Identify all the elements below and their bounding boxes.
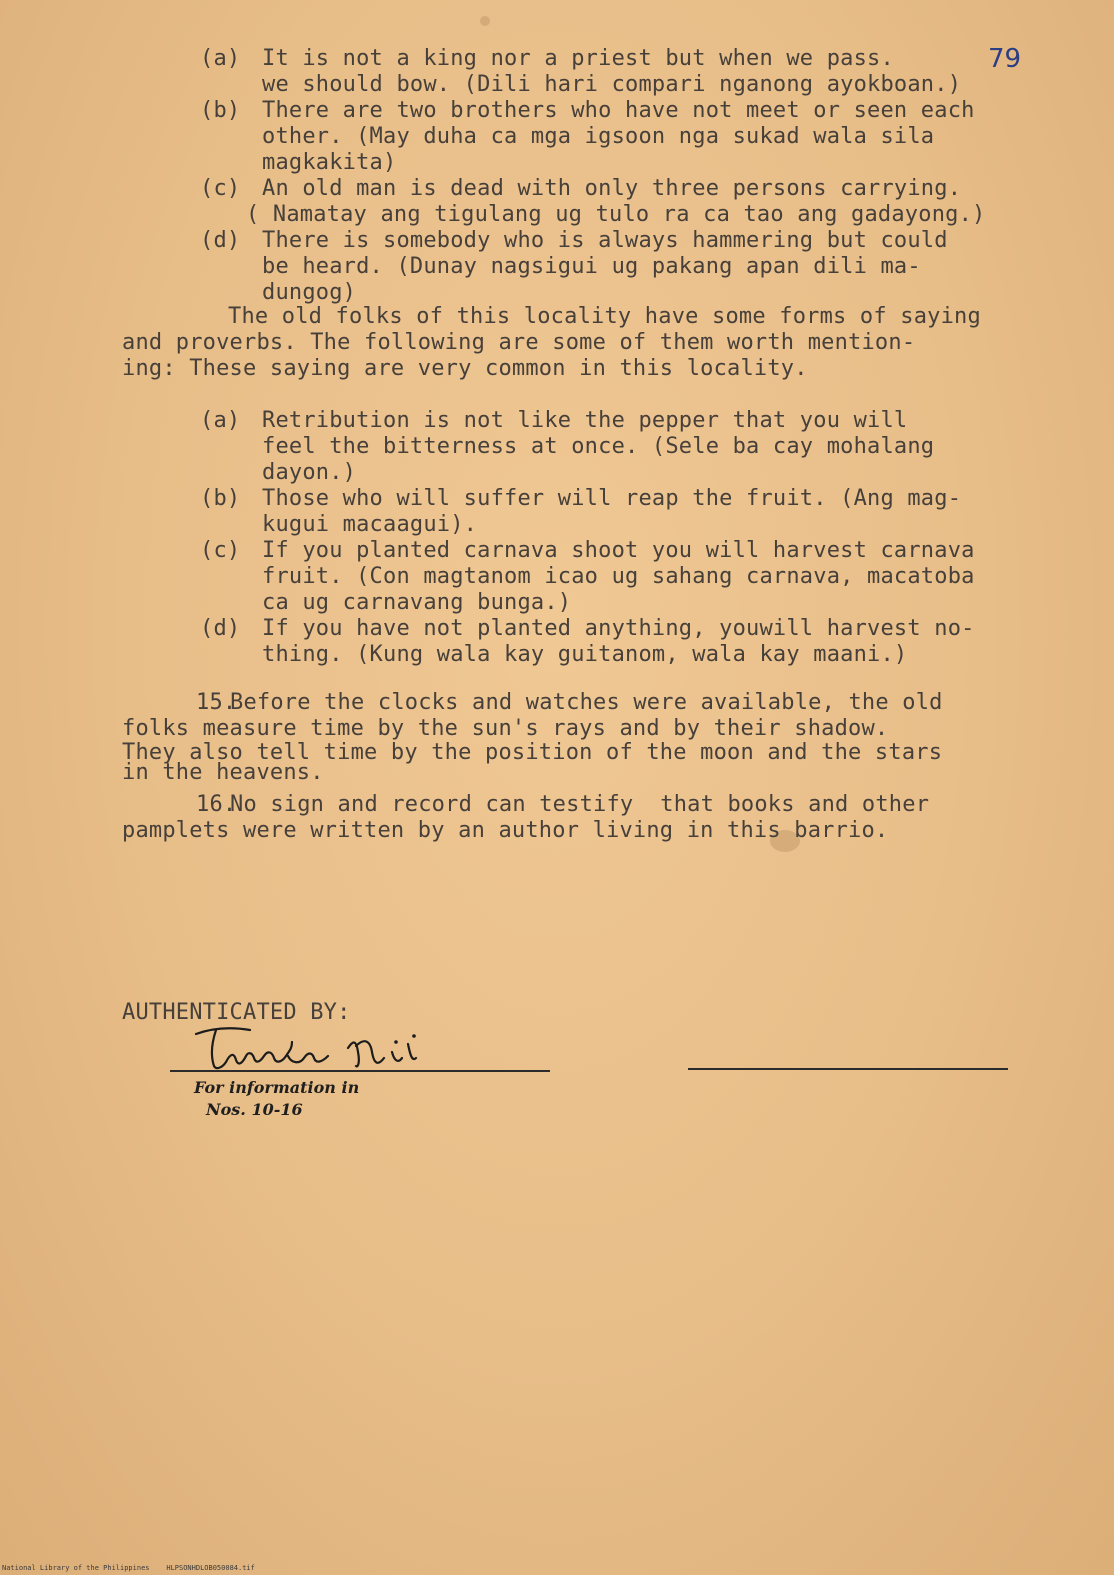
riddle-d-label: (d) — [200, 228, 241, 253]
riddle-d-line-3: dungog) — [262, 280, 357, 305]
handwritten-note-line-1: For information in — [194, 1078, 360, 1097]
proverbs-intro-line-1: The old folks of this locality have some forms of saying — [228, 304, 981, 329]
page-number: 79 — [988, 44, 1022, 74]
proverb-b-line-1: Those who will suffer will reap the fruit. (Ang mag- — [262, 486, 962, 511]
signature-line-right — [688, 1068, 1008, 1070]
proverb-c-line-1: If you planted carnava shoot you will harvest carnava — [262, 538, 975, 563]
item-16-line-1: No sign and record can testify that books and other — [230, 792, 930, 817]
riddle-b-line-1: There are two brothers who have not meet or seen each — [262, 98, 975, 123]
proverb-a-line-3: dayon.) — [262, 460, 357, 485]
proverb-d-label: (d) — [200, 616, 241, 641]
item-15-line-1: Before the clocks and watches were available, the old — [230, 690, 943, 715]
riddle-b-line-2: other. (May duha ca mga igsoon nga sukad wala sila — [262, 124, 935, 149]
item-15-line-3: They also tell time by the position of the moon and the stars — [122, 740, 943, 765]
proverb-c-line-3: ca ug carnavang bunga.) — [262, 590, 572, 615]
proverb-c-line-2: fruit. (Con magtanom icao ug sahang carnava, macatoba — [262, 564, 975, 589]
handwritten-note-line-2: Nos. 10-16 — [206, 1100, 303, 1119]
riddle-c-label: (c) — [200, 176, 241, 201]
item-15-number: 15. — [196, 690, 237, 715]
riddle-b-line-3: magkakita) — [262, 150, 397, 175]
item-15-line-4: in the heavens. — [122, 760, 324, 785]
proverb-a-line-1: Retribution is not like the pepper that you will — [262, 408, 908, 433]
proverb-d-line-2: thing. (Kung wala kay guitanom, wala kay maani.) — [262, 642, 908, 667]
proverb-a-line-2: feel the bitterness at once. (Sele ba cay mohalang — [262, 434, 935, 459]
proverb-b-line-2: kugui macaagui). — [262, 512, 478, 537]
item-15-line-2: folks measure time by the sun's rays and by their shadow. — [122, 716, 889, 741]
item-16-number: 16. — [196, 792, 237, 817]
proverb-c-label: (c) — [200, 538, 241, 563]
riddle-c-line-1: An old man is dead with only three persons carrying. — [262, 176, 962, 201]
riddle-a-label: (a) — [200, 46, 241, 71]
proverb-a-label: (a) — [200, 408, 241, 433]
item-16-line-2: pamplets were written by an author living in this barrio. — [122, 818, 889, 843]
signature-line-left — [170, 1070, 550, 1072]
riddle-a-line-2: we should bow. (Dili hari compari nganong ayokboan.) — [262, 72, 962, 97]
paper-stain — [480, 16, 490, 26]
authenticated-by-label: AUTHENTICATED BY: — [122, 1000, 351, 1025]
proverbs-intro-line-2: and proverbs. The following are some of them worth mention- — [122, 330, 916, 355]
footer-caption: National Library of the Philippines HLPSONHDLOB050084.tif — [2, 1564, 255, 1572]
proverb-b-label: (b) — [200, 486, 241, 511]
riddle-a-line-1: It is not a king nor a priest but when we pass. — [262, 46, 894, 71]
riddle-d-line-1: There is somebody who is always hammering but could — [262, 228, 948, 253]
proverbs-intro-line-3: ing: These saying are very common in this locality. — [122, 356, 808, 381]
riddle-b-label: (b) — [200, 98, 241, 123]
riddle-c-line-2: ( Namatay ang tigulang ug tulo ra ca tao ang gadayong.) — [246, 202, 986, 227]
riddle-d-line-2: be heard. (Dunay nagsigui ug pakang apan dili ma- — [262, 254, 921, 279]
proverb-d-line-1: If you have not planted anything, youwill harvest no- — [262, 616, 975, 641]
